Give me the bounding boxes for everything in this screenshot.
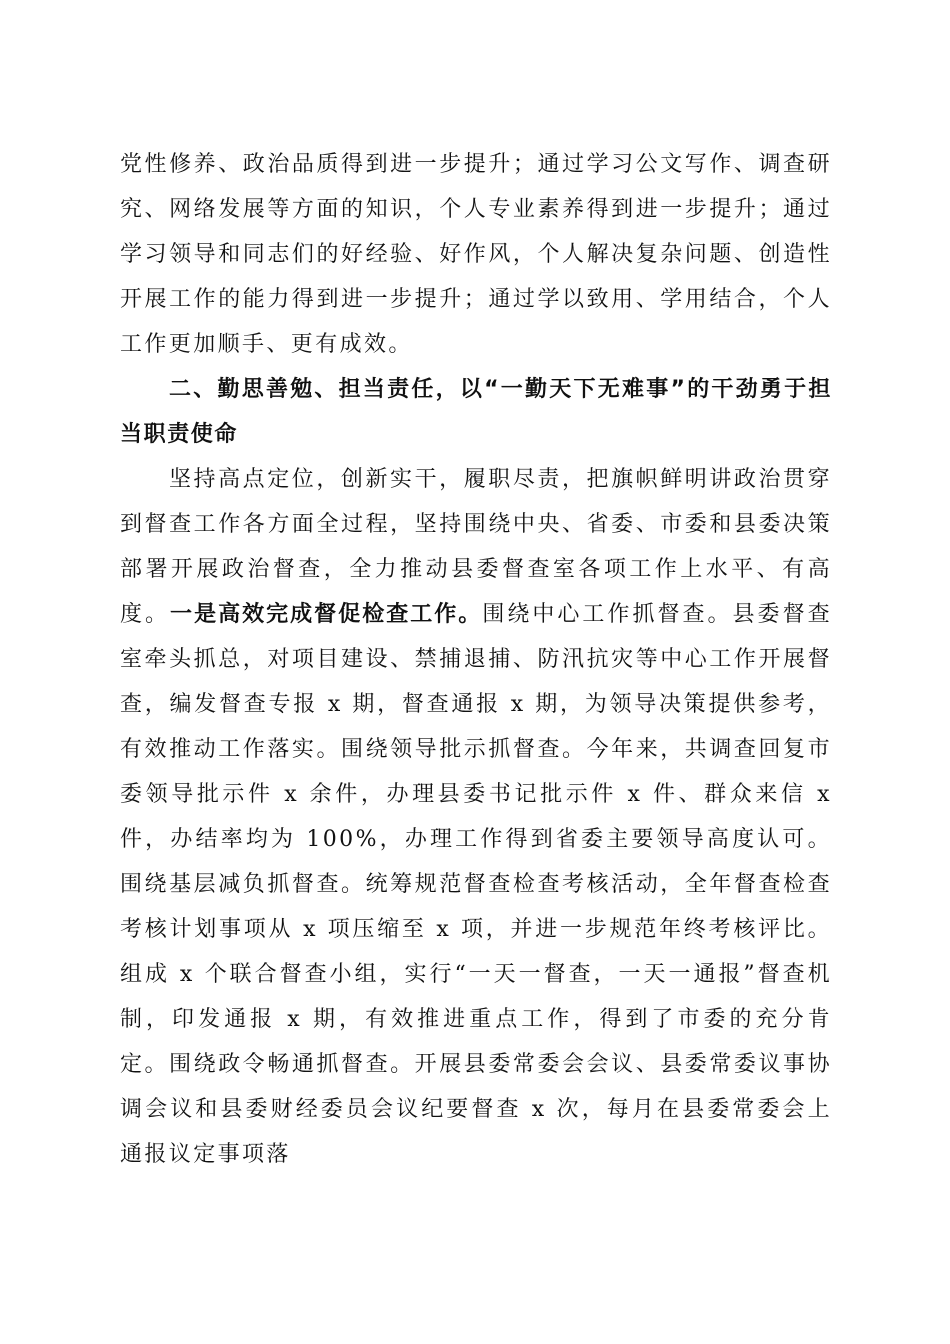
section-heading-2: 二、勤思善勉、担当责任，以“一勤天下无难事”的干劲勇于担当职责使命	[120, 377, 832, 447]
document-body	[120, 142, 832, 1177]
paragraph-continued: 党性修养、政治品质得到进一步提升；通过学习公文写作、调查研究、网络发展等方面的知识，个人专业素养得到进一步提升；通过学习领导和同志们的好经验、好作风，个人解决复杂问题、创造性开展工作的能力得到进一步提升；通过学以致用、学用结合，个人工作更加顺手、更有成效。	[120, 152, 832, 357]
bold-subheading-1: 一是高效完成督促检查工作。	[170, 602, 483, 627]
paragraph-section-2	[120, 457, 832, 1177]
paragraph-intro-text: 坚持高点定位，创新实干，履职尽责，把旗帜鲜明讲政治贯穿到督查工作各方面全过程，坚持围绕中央、省委、市委和县委决策部署开展政治督查，全力推动县委督查室各项工作上水平、有高度。	[120, 467, 832, 627]
paragraph-body-text: 围绕中心工作抓督查。县委督查室牵头抓总，对项目建设、禁捕退捕、防汛抗灾等中心工作开展督查，编发督查专报 x 期，督查通报 x 期，为领导决策提供参考，有效推动工作落实。围绕领导批示抓督查。今年来，共调查回复市委领导批示件 x 余件，办理县委书记批示件 x 件、群众来信 x 件，办结率均为 100%，办理工作得到省委主要领导高度认可。围绕基层减负抓督查。统筹规范督查检查考核活动，全年督查检查考核计划事项从 x 项压缩至 x 项，并进一步规范年终考核评比。组成 x 个联合督查小组，实行“一天一督查，一天一通报”督查机制，印发通报 x 期，有效推进重点工作，得到了市委的充分肯定。围绕政令畅通抓督查。开展县委常委会会议、县委常委议事协调会议和县委财经委员会议纪要督查 x 次，每月在县委常委会上通报议定事项落	[120, 602, 832, 1167]
